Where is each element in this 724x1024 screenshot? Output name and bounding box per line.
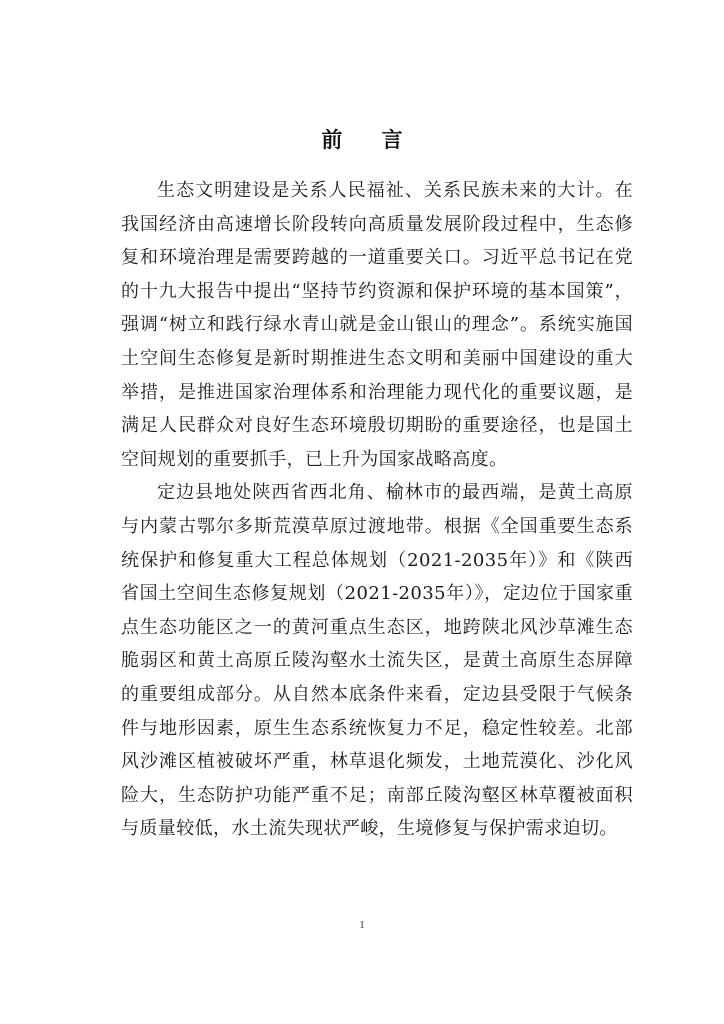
body-text	[121, 174, 633, 846]
page-number: 1	[359, 919, 365, 931]
paragraph-1: 生态文明建设是关系人民福祉、关系民族未来的大计。在我国经济由高速增长阶段转向高质量发展阶段过程中，生态修复和环境治理是需要跨越的一道重要关口。习近平总书记在党的十九大报告中提出“坚持节约资源和保护环境的基本国策”，强调“树立和践行绿水青山就是金山银山的理念”。系统实施国土空间生态修复是新时期推进生态文明和美丽中国建设的重大举措，是推进国家治理体系和治理能力现代化的重要议题，是满足人民群众对良好生态环境殷切期盼的重要途径，也是国土空间规划的重要抓手，已上升为国家战略高度。	[121, 180, 633, 470]
page-title: 前 言	[321, 128, 419, 152]
paragraph-2: 定边县地处陕西省西北角、榆林市的最西端，是黄土高原与内蒙古鄂尔多斯荒漠草原过渡地带。根据《全国重要生态系统保护和修复重大工程总体规划（2021-2035年）》和《陕西省国土空间生态修复规划（2021-2035年）》，定边位于国家重点生态功能区之一的黄河重点生态区，地跨陕北风沙草滩生态脆弱区和黄土高原丘陵沟壑水土流失区，是黄土高原生态屏障的重要组成部分。从自然本底条件来看，定边县受限于气候条件与地形因素，原生生态系统恢复力不足，稳定性较差。北部风沙滩区植被破坏严重，林草退化频发，土地荒漠化、沙化风险大，生态防护功能严重不足；南部丘陵沟壑区林草覆被面积与质量较低，水土流失现状严峻，生境修复与保护需求迫切。	[121, 482, 633, 840]
